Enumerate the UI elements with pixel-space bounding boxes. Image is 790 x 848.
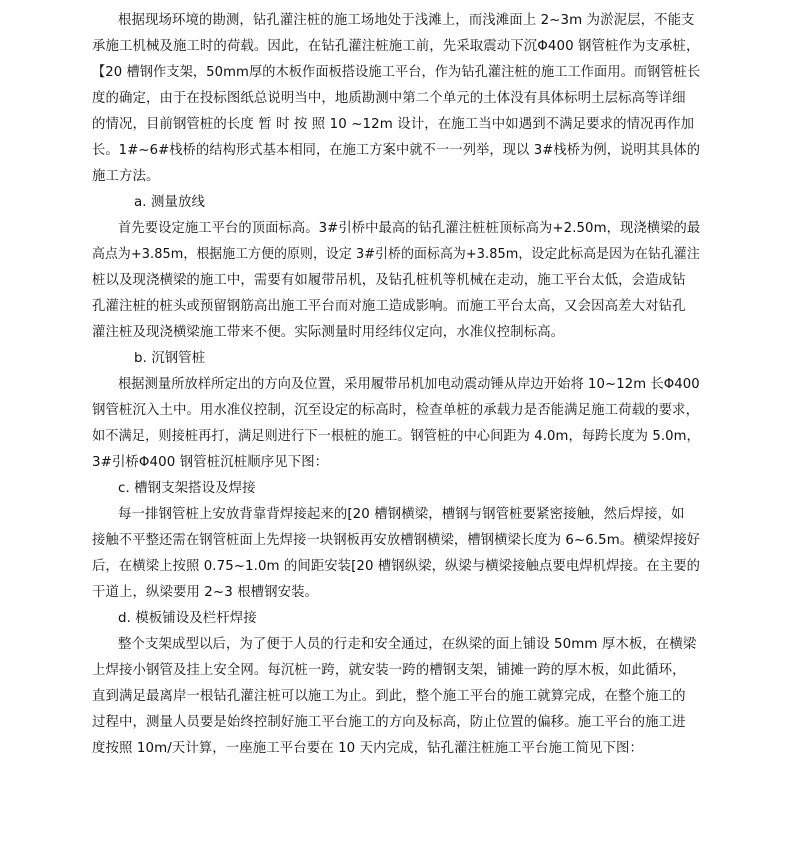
paragraph-3-line-4: 3#引桥Φ400 钢管桩沉桩顺序见下图： [92,455,329,470]
section-heading-a: a. 测量放线 [134,195,205,210]
paragraph-4-line-3: 后，在横梁上按照 0.75~1.0m 的间距安装[20 槽钢纵梁，纵梁与横梁接触点要电焊机焊接。在主要的 [92,559,701,574]
section-heading-c: c. 槽钢支架搭设及焊接 [118,481,256,496]
paragraph-3-line-2: 钢管桩沉入土中。用水准仪控制，沉至设定的标高时，检查单桩的承载力是否能满足施工荷载的要求， [92,403,700,418]
paragraph-1-line-5: 的情况，目前钢管桩的长度 暂 时 按 照 10 ~12m 设计，在施工当中如遇到不满足要求的情况再作加 [92,117,695,132]
paragraph-1-line-1: 根据现场环境的勘测，钻孔灌注桩的施工场地处于浅滩上，而浅滩面上 2~3m 为淤泥层，不能支 [118,13,695,28]
paragraph-2-line-2: 高点为+3.85m，根据施工方便的原则，设定 3#引桥的面标高为+3.85m，设定此标高是因为在钻孔灌注 [92,247,700,262]
paragraph-4-line-2: 接触不平整还需在钢管桩面上先焊接一块钢板再安放槽钢横梁，槽钢横梁长度为 6~6.5m。横梁焊接好 [92,533,701,548]
paragraph-5-line-2: 上焊接小钢管及挂上安全网。每沉桩一跨，就安装一跨的槽钢支架，铺摊一跨的厚木板，如此循环， [92,663,686,678]
paragraph-1-line-6: 长。1#~6#栈桥的结构形式基本相同，在施工方案中就不一一列举，现以 3#栈桥为例，说明其具体的 [92,143,701,158]
paragraph-2-line-3: 桩以及现浇横梁的施工中，需要有如履带吊机，及钻孔桩机等机械在走动，施工平台太低，会造成钻 [92,273,686,288]
paragraph-2-line-1: 首先要设定施工平台的顶面标高。3#引桥中最高的钻孔灌注桩桩顶标高为+2.50m，现浇横梁的最 [118,221,701,236]
section-heading-b: b. 沉钢管桩 [134,351,206,366]
paragraph-5-line-1: 整个支架成型以后，为了便于人员的行走和安全通过，在纵梁的面上铺设 50mm 厚木板，在横梁 [118,637,697,652]
paragraph-3-line-1: 根据测量所放样所定出的方向及位置，采用履带吊机加电动震动锤从岸边开始将 10~12m 长Φ400 [118,377,700,392]
paragraph-1-line-2: 承施工机械及施工时的荷载。因此，在钻孔灌注桩施工前，先采取震动下沉Φ400 钢管桩作为支承桩， [92,39,700,54]
paragraph-1-line-3: 【20 槽钢作支架，50mm厚的木板作面板搭设施工平台，作为钻孔灌注桩的施工工作面用。而钢管桩长 [92,65,701,80]
paragraph-2-line-5: 灌注桩及现浇横梁施工带来不便。实际测量时用经纬仪定向，水准仪控制标高。 [92,325,565,340]
paragraph-1-line-4: 度的确定，由于在投标图纸总说明当中，地质勘测中第二个单元的土体没有具体标明土层标高等详细 [92,91,686,106]
paragraph-4-line-1: 每一排钢管桩上安放背靠背焊接起来的[20 槽钢横梁，槽钢与钢管桩要紧密接触，然后焊接，如 [118,507,685,522]
paragraph-2-line-4: 孔灌注桩的桩头或预留钢筋高出施工平台而对施工造成影响。而施工平台太高，又会因高差大对钻孔 [92,299,686,314]
paragraph-3-line-3: 如不满足，则接桩再打，满足则进行下一根桩的施工。钢管桩的中心间距为 4.0m，每跨长度为 5.0m， [92,429,700,444]
section-heading-d: d. 模板铺设及栏杆焊接 [118,611,257,626]
paragraph-5-line-4: 过程中，测量人员要是始终控制好施工平台施工的方向及标高，防止位置的偏移。施工平台的施工进 [92,715,686,730]
paragraph-5-line-3: 直到满足最离岸一根钻孔灌注桩可以施工为止。到此，整个施工平台的施工就算完成，在整个施工的 [92,689,686,704]
paragraph-4-line-4: 干道上，纵梁要用 2~3 根槽钢安装。 [92,585,319,600]
paragraph-1-line-7: 施工方法。 [92,169,160,184]
paragraph-5-line-5: 度按照 10m/天计算，一座施工平台要在 10 天内完成，钻孔灌注桩施工平台施工简见下图： [92,741,643,756]
